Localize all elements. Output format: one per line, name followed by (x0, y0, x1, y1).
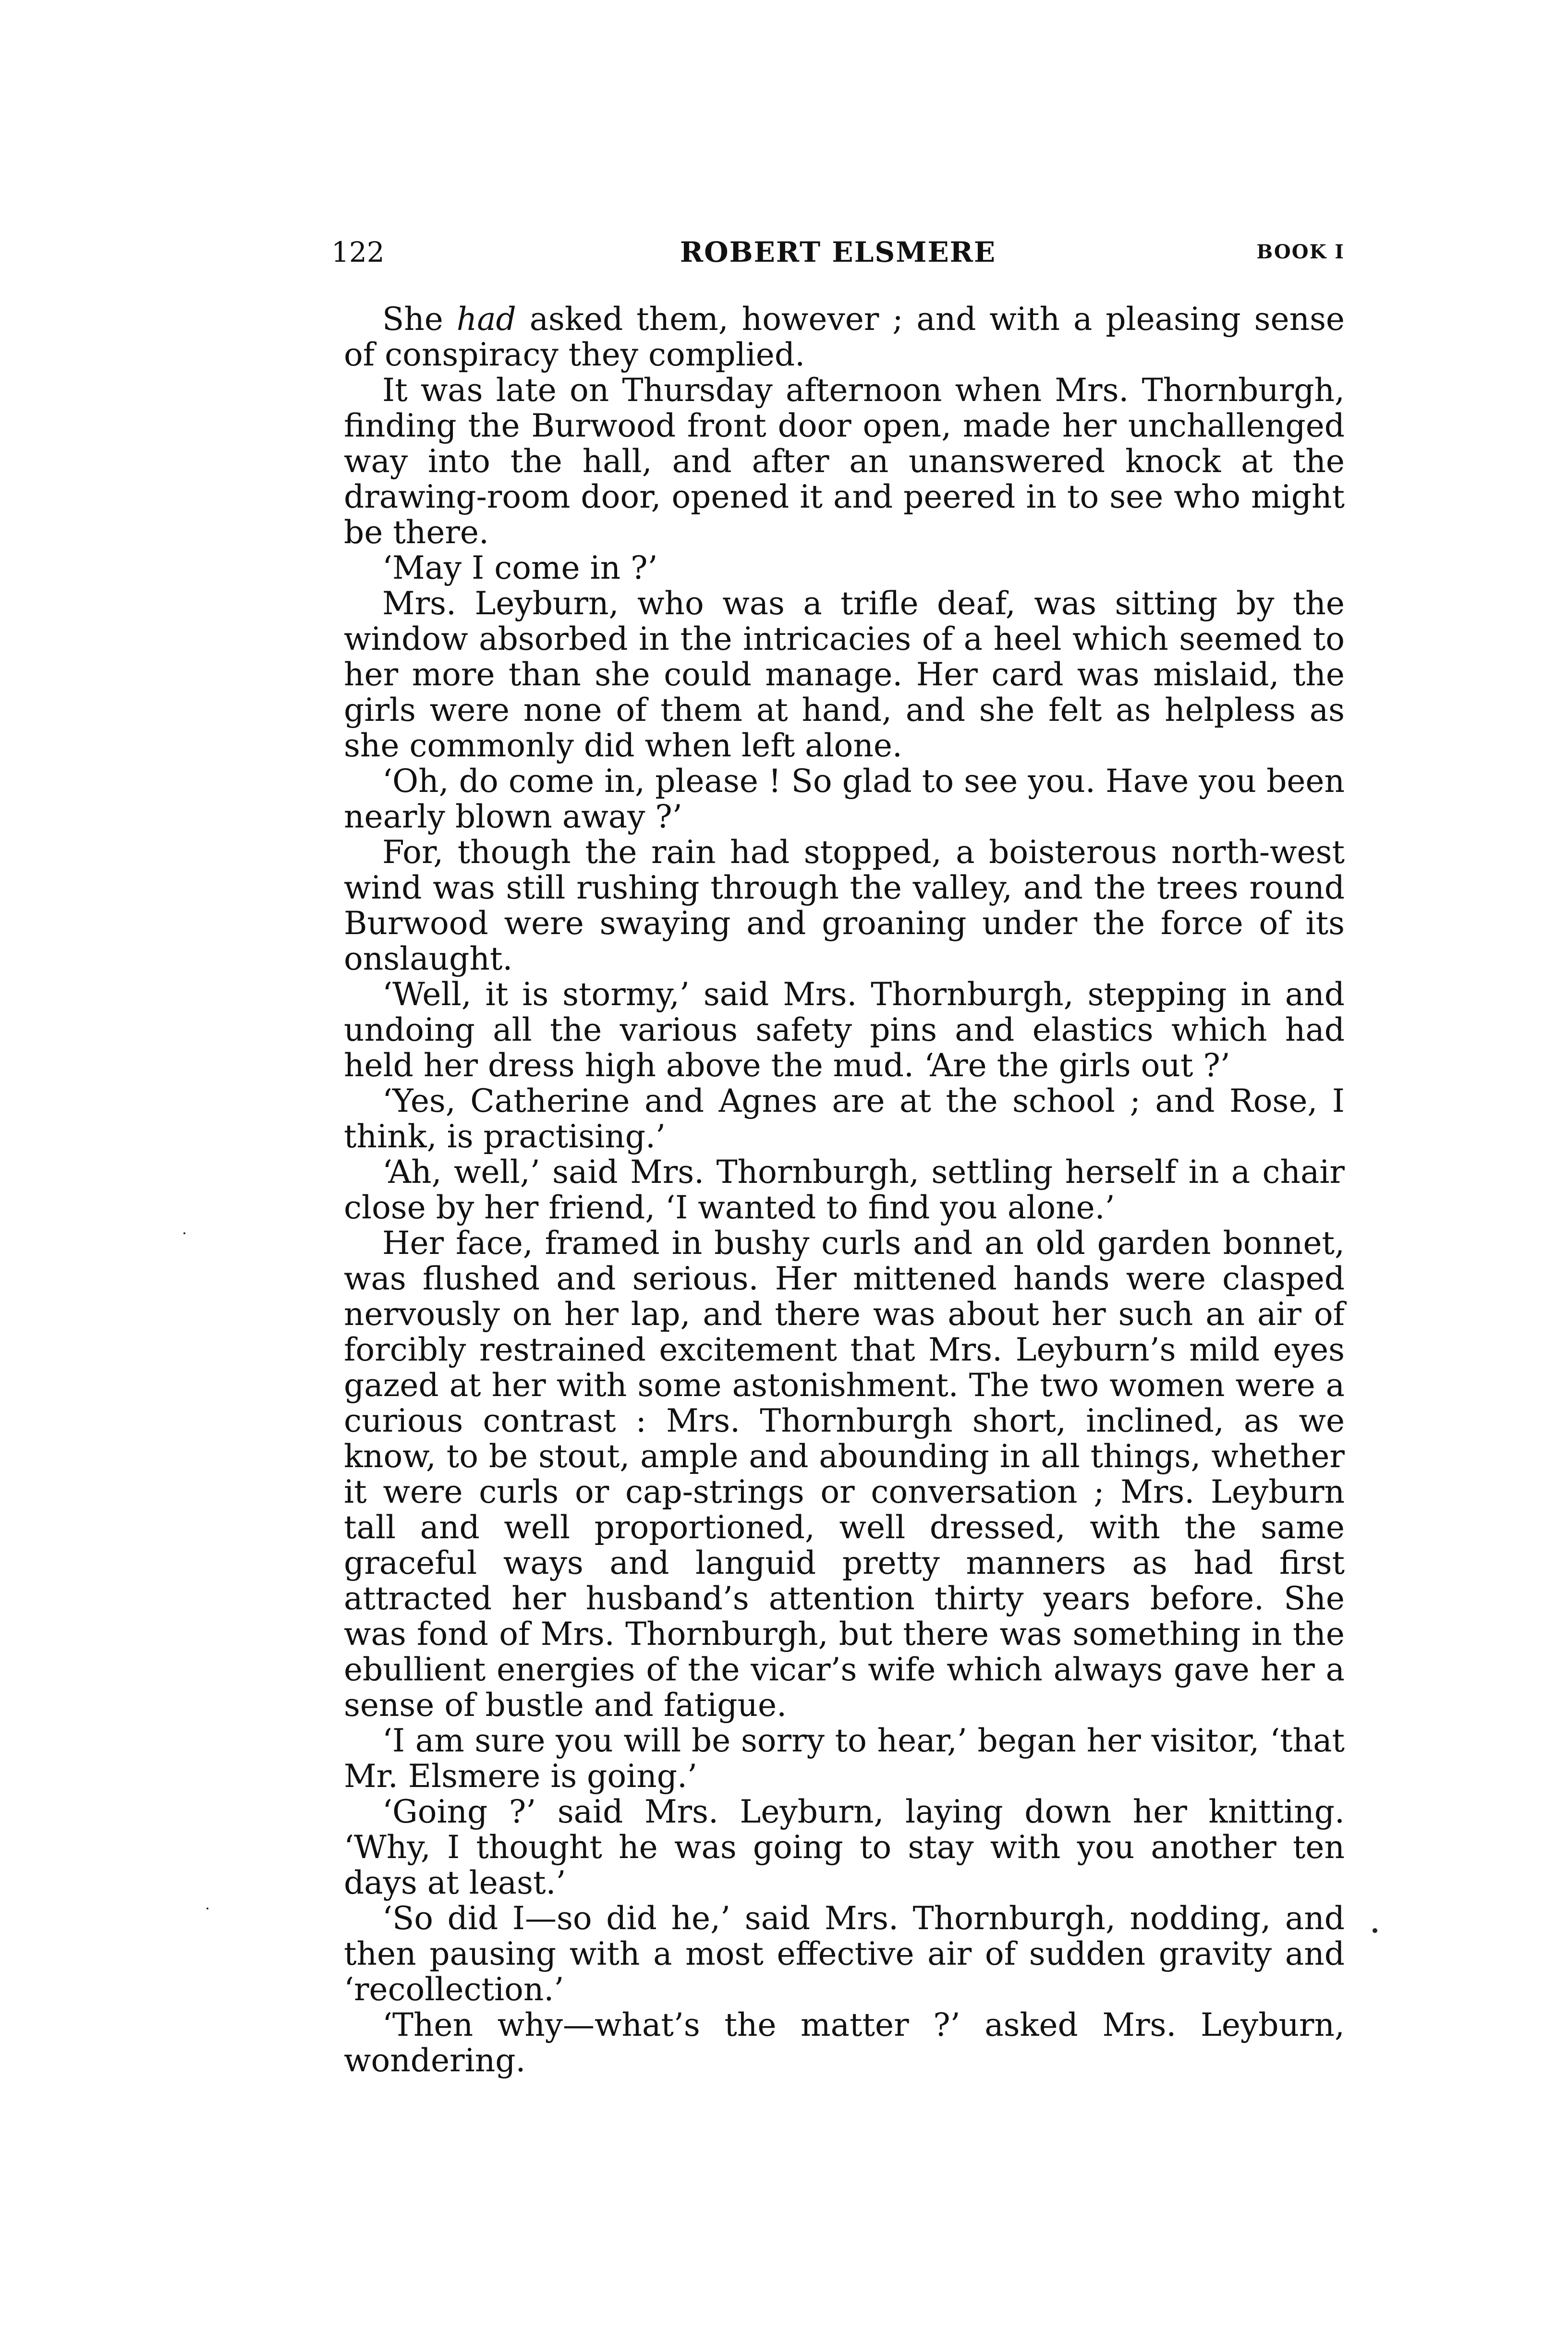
paragraph: Mrs. Leyburn, who was a trifle deaf, was sitting by the window absorbed in the intricacies of a heel which seemed to her more than she could manage. Her card was mislaid, the girls were none of them at hand, and she felt as helpless as she commonly did when left alone. (344, 585, 1345, 764)
paragraph: ‘Well, it is stormy,’ said Mrs. Thornburgh, stepping in and undoing all the various safety pins and elastics which had held her dress high above the mud. ‘Are the girls out ?’ (344, 976, 1345, 1084)
paragraph: ‘I am sure you will be sorry to hear,’ began her visitor, ‘that Mr. Elsmere is going.’ (344, 1722, 1345, 1795)
scan-speck (207, 1908, 208, 1909)
book-label: BOOK I (1256, 241, 1345, 263)
emphasis-text: had (456, 301, 516, 338)
paragraph: It was late on Thursday afternoon when Mrs. Thornburgh, finding the Burwood front door open, made her unchallenged way into the hall, and after an unanswered knock at the drawing-room door, opened it and peered in to see who might be there. (344, 372, 1345, 551)
running-head (331, 231, 1345, 274)
page-number: 122 (331, 236, 385, 268)
running-title: ROBERT ELSMERE (680, 236, 997, 268)
body-text (344, 302, 1345, 2079)
paragraph: Her face, framed in bushy curls and an old garden bonnet, was flushed and serious. Her mittened hands were clasped nervously on her lap, and there was about her such an air of forcibly restrained excitement that Mrs. Leyburn’s mild eyes gazed at her with some astonishment. The two women were a curious contrast : Mrs. Thornburgh short, inclined, as we know, to be stout, ample and abounding in all things, whether it were curls or cap-strings or conversation ; Mrs. Leyburn tall and well proportioned, well dressed, with the same graceful ways and languid pretty manners as had first attracted her husband’s attention thirty years before. She was fond of Mrs. Thornburgh, but there was something in the ebullient energies of the vicar’s wife which always gave her a sense of bustle and fatigue. (344, 1225, 1345, 1724)
scan-speck (1373, 1928, 1377, 1933)
paragraph-text: She (382, 301, 457, 338)
paragraph: ‘May I come in ?’ (382, 549, 658, 586)
paragraph: ‘Oh, do come in, please ! So glad to see you. Have you been nearly blown away ?’ (344, 763, 1345, 835)
scan-speck (183, 1232, 185, 1234)
paragraph: ‘Yes, Catherine and Agnes are at the school ; and Rose, I think, is practising.’ (344, 1082, 1345, 1155)
paragraph-text: asked them, however ; and with a pleasing sense of conspiracy they complied. (344, 301, 1345, 373)
paragraph: ‘So did I—so did he,’ said Mrs. Thornburgh, nodding, and then pausing with a most effective air of sudden gravity and ‘recollection.’ (344, 1900, 1345, 2008)
paragraph: For, though the rain had stopped, a boisterous north-west wind was still rushing through the valley, and the trees round Burwood were swaying and groaning under the force of its onslaught. (344, 834, 1345, 977)
paragraph: ‘Going ?’ said Mrs. Leyburn, laying down her knitting. ‘Why, I thought he was going to stay with you another ten days at least.’ (344, 1793, 1345, 1901)
paragraph: ‘Ah, well,’ said Mrs. Thornburgh, settling herself in a chair close by her friend, ‘I wanted to find you alone.’ (344, 1154, 1345, 1226)
paragraph (344, 302, 1345, 373)
paragraph: ‘Then why—what’s the matter ?’ asked Mrs. Leyburn, wondering. (344, 2006, 1345, 2079)
